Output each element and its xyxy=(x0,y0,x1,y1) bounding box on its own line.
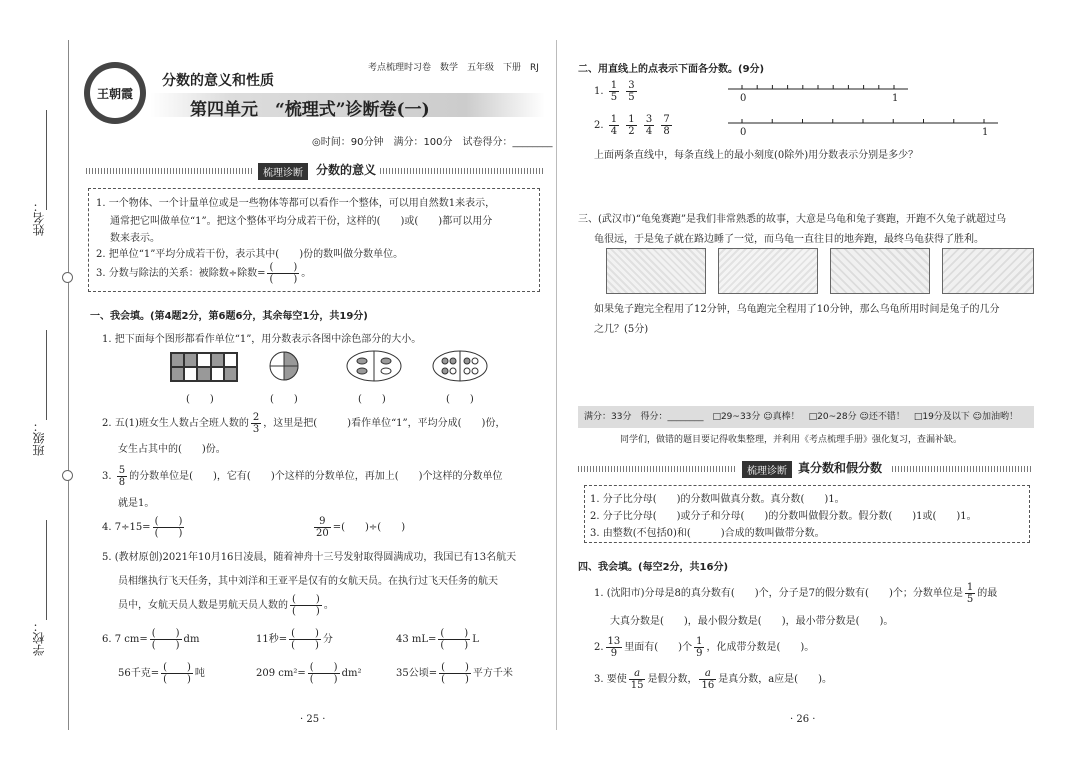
binding-hole-icon xyxy=(62,470,73,481)
divider xyxy=(892,466,1032,472)
review-line: 数来表示。 xyxy=(110,233,160,244)
name-field-line[interactable] xyxy=(46,110,47,210)
class-label: 班级： xyxy=(32,420,46,456)
part3-text: 龟很远，于是兔子就在路边睡了一觉，而乌龟一直往目的地奔跑，最终乌龟获得了胜利。 xyxy=(594,234,984,245)
zero-label: 0 xyxy=(740,127,747,138)
conversion-item: 209 cm²= $\frac{( )}{( )}$ dm² xyxy=(256,662,362,685)
part4-title: 四、我会填。(每空2分，共16分) xyxy=(578,562,729,573)
part4-q3: 3. 要使 $\frac{a}{15}$ 是假分数， $\frac{a}{16}$ 是真分数，a应是( )。 xyxy=(594,668,832,691)
review-line: 3. 由整数(不包括0)和( )合成的数叫做带分数。 xyxy=(590,528,825,539)
circle-figure xyxy=(268,350,300,382)
header-info: 考点梳理时习卷 数学 五年级 下册 RJ xyxy=(368,63,539,73)
brand-logo xyxy=(84,62,146,124)
question-4: 4. 7÷15= $\frac{( )}{( )}$ xyxy=(102,516,183,539)
review-line: 2. 分子比分母( )或分子和分母( )的分数叫做假分数。假分数( )1或( )1。 xyxy=(590,511,977,522)
story-image-3 xyxy=(830,248,930,294)
review-line: 3. 分数与除法的关系：被除数÷除数= $\frac{( )}{( )}$ 。 xyxy=(96,262,312,285)
answer-blank[interactable]: ( ) xyxy=(186,394,214,405)
class-field-line[interactable] xyxy=(46,330,47,420)
one-label: 1 xyxy=(892,93,899,104)
review-line: 1. 分子比分母( )的分数叫做真分数。真分数( )1。 xyxy=(590,494,845,505)
section-tag: 梳理诊断 xyxy=(258,163,308,180)
zero-label: 0 xyxy=(740,93,747,104)
line1-fracs: 1. $\frac{1}{5}$ $\frac{3}{5}$ xyxy=(594,80,635,103)
divider xyxy=(86,168,252,174)
part2-question: 上面两条直线中，每条直线上的最小刻度(0除外)用分数表示分别是多少？ xyxy=(594,150,919,161)
question-3-cont: 就是1。 xyxy=(118,498,155,509)
school-label: 学校： xyxy=(32,620,46,656)
part4-q1-cont: 大真分数是( )，最小假分数是( )，最小带分数是( )。 xyxy=(610,616,894,627)
part2-title: 二、用直线上的点表示下面各分数。(9分) xyxy=(578,64,765,75)
number-line-2 xyxy=(728,116,1008,130)
answer-blank[interactable]: ( ) xyxy=(446,394,474,405)
unit-title: 第四单元 “梳理式”诊断卷(一) xyxy=(190,100,430,120)
review-line: 2. 把单位“1”平均分成若干份，表示其中( )份的数叫做分数单位。 xyxy=(96,249,404,260)
school-field-line[interactable] xyxy=(46,520,47,620)
question-2-cont: 女生占其中的( )份。 xyxy=(118,444,226,455)
part3-question: 如果兔子跑完全程用了12分钟，乌龟跑完全程用了10分钟，那么乌龟所用时间是兔子的几分 xyxy=(594,304,1000,315)
page-number: · 26 · xyxy=(790,714,816,725)
unit-subtitle: 分数的意义和性质 xyxy=(162,73,274,89)
section-title: 真分数和假分数 xyxy=(798,461,883,475)
logo-text: 王朝霞 xyxy=(96,87,133,101)
page-number: · 25 · xyxy=(300,714,326,725)
part3-question: 之几？(5分) xyxy=(594,324,649,335)
conversion-item: 11秒= $\frac{( )}{( )}$ 分 xyxy=(256,628,333,651)
binding-line xyxy=(68,40,69,730)
section-tag: 梳理诊断 xyxy=(742,461,792,478)
part4-q2: 2. $\frac{13}{9}$ 里面有( )个 $\frac{1}{9}$ ，化成带分数是( )。 xyxy=(594,636,815,659)
story-image-2 xyxy=(718,248,818,294)
grid-figure xyxy=(170,352,238,382)
question-5: 5. (教材原创)2021年10月16日凌晨，随着神舟十三号发射取得圆满成功，我国已有13名航天 xyxy=(102,552,517,563)
review-line: 1. 一个物体、一个计量单位或是一些物体等都可以看作一个整体，可以用自然数1来表示， xyxy=(96,198,496,209)
conversion-item: 6. 7 cm= $\frac{( )}{( )}$ dm xyxy=(102,628,200,651)
question-4b: $\frac{9}{20}$ =( )÷( ) xyxy=(316,516,406,539)
binding-hole-icon xyxy=(62,272,73,283)
name-label: 姓名： xyxy=(32,200,46,236)
exam-info: ◎时间：90分钟 满分：100分 试卷得分：________ xyxy=(312,137,553,148)
conversion-item: 35公顷= $\frac{( )}{( )}$ 平方千米 xyxy=(396,662,513,685)
divider xyxy=(380,168,545,174)
number-line-1 xyxy=(728,82,918,96)
oval-figure xyxy=(346,350,402,382)
answer-blank[interactable]: ( ) xyxy=(358,394,386,405)
page-divider xyxy=(556,40,557,730)
one-label: 1 xyxy=(982,127,989,138)
question-1: 1. 把下面每个图形都看作单位“1”，用分数表示各图中涂色部分的大小。 xyxy=(102,334,422,345)
question-3: 3. $\frac{5}{8}$ 的分数单位是( )，它有( )个这样的分数单位，再加上( )个这样的分数单位 xyxy=(102,465,503,488)
story-image-1 xyxy=(606,248,706,294)
line2-fracs: 2. $\frac{1}{4}$ $\frac{1}{2}$ $\frac{3}{4}$ $\frac{7}{8}$ xyxy=(594,114,670,137)
question-5-cont: 员中，女航天员人数是男航天员人数的 $\frac{( )}{( )}$ 。 xyxy=(118,594,334,617)
section-title: 分数的意义 xyxy=(316,163,377,177)
question-2: 2. 五(1)班女生人数占全班人数的 $\frac{2}{3}$ ，这里是把( )看作单位“1”，平均分成( )份， xyxy=(102,412,506,435)
divider xyxy=(578,466,736,472)
part1-title: 一、我会填。(第4题2分，第6题6分，其余每空1分，共19分) xyxy=(90,311,368,322)
conversion-item: 43 mL= $\frac{( )}{( )}$ L xyxy=(396,628,479,651)
score-bar: 满分：33分 得分：________ □29~33分 ☺真棒！ □20~28分 ☺还不错！ □19分及以下 ☺加油哟！ xyxy=(578,406,1034,428)
part4-q1: 1. (沈阳市)分母是8的真分数有( )个，分子是7的假分数有( )个；分数单位是 $\frac{1}{5}$ 的最 xyxy=(594,582,998,605)
part3-text: 三、(武汉市)“龟兔赛跑”是我们非常熟悉的故事，大意是乌龟和兔子赛跑，开跑不久兔子就超过乌 xyxy=(578,214,1007,225)
score-note: 同学们，做错的题目要记得收集整理，并利用《考点梳理手册》强化复习，查漏补缺。 xyxy=(620,435,963,445)
story-image-4 xyxy=(942,248,1034,294)
conversion-item: 56千克= $\frac{( )}{( )}$ 吨 xyxy=(118,662,205,685)
oval-dots-figure xyxy=(432,350,488,382)
answer-blank[interactable]: ( ) xyxy=(270,394,298,405)
review-line: 通常把它叫做单位“1”。把这个整体平均分成若干份，这样的( )或( )都可以用分 xyxy=(110,216,493,227)
question-5-cont: 员相继执行飞天任务，其中刘洋和王亚平是仅有的女航天员。在执行过飞天任务的航天 xyxy=(118,576,498,587)
